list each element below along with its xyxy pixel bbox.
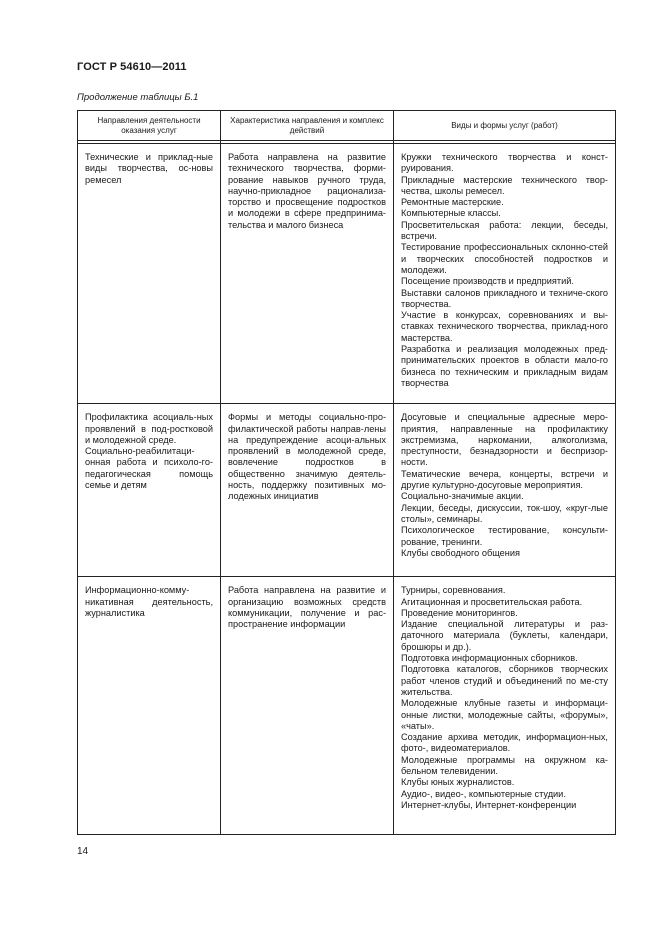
service-item: Разработка и реализация молодежных пред-принимательских проектов в области мало-го бизнеса по техническим и прикладным видам творчества bbox=[401, 344, 608, 388]
service-item: Создание архива методик, информацион-ных, фото-, видеоматериалов. bbox=[401, 732, 608, 754]
direction-cell bbox=[78, 577, 221, 835]
service-item: Издание специальной литературы и раз-даточного материала (буклеты, календари, брошюры и др.). bbox=[401, 619, 608, 652]
direction-text: Социально-реабилитаци-онная работа и психоло-го-педагогическая помощь семье и детям bbox=[85, 446, 213, 491]
service-item: Молодежные клубные газеты и информаци-онные листки, молодежные сайты, «форумы», «чаты». bbox=[401, 698, 608, 731]
table-row bbox=[78, 404, 616, 577]
direction-cell bbox=[78, 404, 221, 577]
table-row bbox=[78, 144, 616, 404]
service-item: Турниры, соревнования. bbox=[401, 585, 506, 596]
service-item: Клубы юных журналистов. bbox=[401, 777, 515, 788]
service-item: Тематические вечера, концерты, встречи и другие культурно-досуговые мероприятия. bbox=[401, 468, 608, 491]
service-item: Участие в конкурсах, соревнованиях и вы-ставках технического творчества, приклад-ного мастерства. bbox=[401, 310, 608, 343]
service-item: Психологическое тестирование, консульти-рование, тренинги. bbox=[401, 525, 608, 547]
service-item: Просветительская работа: лекции, беседы, встречи. bbox=[401, 219, 608, 242]
characteristic-cell bbox=[221, 144, 394, 404]
service-item: Лекции, беседы, дискуссии, ток-шоу, «круг-лые столы», семинары. bbox=[401, 502, 608, 524]
direction-text: Технические и приклад-ные виды творчества, ос-новы ремесел bbox=[85, 152, 213, 185]
direction-cell bbox=[78, 144, 221, 404]
table-header-row bbox=[78, 111, 616, 141]
service-item: Компьютерные классы. bbox=[401, 208, 501, 219]
direction-text: Профилактика асоциаль-ных проявлений в под-ростковой и молодежной среде. bbox=[85, 412, 213, 445]
characteristic-text: Работа направлена на развитие и организацию возможных средств коммуникации, получение и рас-пространение информации bbox=[228, 585, 386, 630]
service-item: Прикладные мастерские технического твор-чества, школы ремесел. bbox=[401, 174, 608, 196]
service-item: Кружки технического творчества и конст-руирования. bbox=[401, 152, 608, 174]
services-cell bbox=[394, 404, 616, 577]
characteristic-text: Формы и методы социально-про-филактической работы направ-лены на предупреждение асоци-альных проявлений в молодежной среде, вовлечение подростков в общественно значимую деятель-ность, поддержку позитивных мо-лодежных инициатив bbox=[228, 412, 386, 502]
direction-text: Информационно-комму-никативная деятельность, журналистика bbox=[85, 585, 213, 618]
service-item: Выставки салонов прикладного и техниче-ского творчества. bbox=[401, 287, 608, 309]
service-item: Аудио-, видео-, компьютерные студии. bbox=[401, 788, 566, 799]
column-header-characteristic: Характеристика направления и комплекс действий bbox=[221, 111, 394, 141]
characteristic-cell bbox=[221, 404, 394, 577]
service-item: Клубы свободного общения bbox=[401, 547, 520, 558]
column-header-direction: Направления деятельности оказания услуг bbox=[78, 111, 221, 141]
column-header-services: Виды и формы услуг (работ) bbox=[394, 111, 616, 141]
service-item: Социально-значимые акции. bbox=[401, 491, 524, 502]
service-item: Тестирование профессиональных склонно-стей и творческих способностей подростков и молодежи. bbox=[401, 242, 608, 275]
service-item: Посещение производств и предприятий. bbox=[401, 276, 574, 287]
services-cell bbox=[394, 577, 616, 835]
service-item: Подготовка информационных сборников. bbox=[401, 653, 578, 664]
services-table bbox=[77, 110, 616, 835]
service-item: Интернет-клубы, Интернет-конференции bbox=[401, 799, 577, 810]
service-item: Досуговые и специальные адресные меро-приятия, направленные на профилактику экстремизма, наркомании, алкоголизма, преступности, безнадзорности и беспризор-ности. bbox=[401, 412, 608, 468]
service-item: Проведение мониторингов. bbox=[401, 607, 518, 618]
service-item: Ремонтные мастерские. bbox=[401, 197, 504, 208]
table-caption: Продолжение таблицы Б.1 bbox=[77, 92, 199, 103]
characteristic-text: Работа направлена на развитие технического творчества, форми-рование навыков ручного труда, научно-прикладное рационализа-торство и просвещение подростков и молодежи в сфере предпринима-тельства и малого бизнеса bbox=[228, 152, 386, 230]
service-item: Молодежные программы на окружном ка-бельном телевидении. bbox=[401, 754, 608, 776]
table-row bbox=[78, 577, 616, 835]
characteristic-cell bbox=[221, 577, 394, 835]
service-item: Подготовка каталогов, сборников творческих работ членов студий и объединений по ме-сту жительства. bbox=[401, 664, 608, 697]
document-header: ГОСТ Р 54610—2011 bbox=[77, 61, 187, 73]
services-cell bbox=[394, 144, 616, 404]
service-item: Агитационная и просветительская работа. bbox=[401, 596, 583, 607]
page-number: 14 bbox=[77, 846, 89, 857]
